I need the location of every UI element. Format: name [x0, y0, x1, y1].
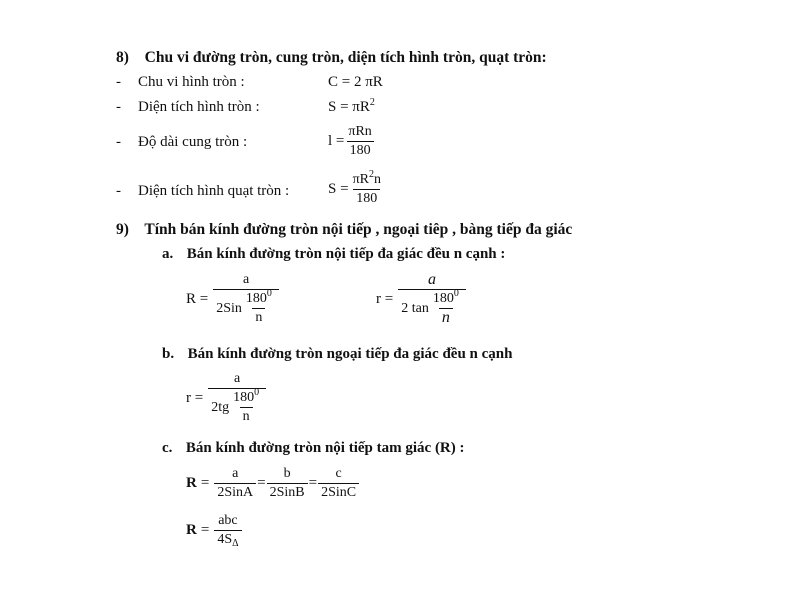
- subsection-c-heading: [162, 440, 465, 457]
- denominator: 180: [353, 189, 380, 207]
- section-title: Chu vi đường tròn, cung tròn, diện tích hình tròn, quạt tròn:: [144, 49, 547, 66]
- inner-fraction: [243, 288, 275, 326]
- formula-lhs: r =: [376, 290, 394, 307]
- degree-exponent: 0: [453, 288, 459, 299]
- circumference-formula: C = 2 πR: [328, 74, 383, 90]
- subsection-label: a.: [162, 246, 174, 262]
- item-label: Diện tích hình quạt tròn :: [138, 183, 290, 199]
- fraction: [213, 272, 279, 326]
- denominator: [208, 388, 266, 425]
- inscribed-radius-formula-R: [186, 272, 280, 326]
- subsection-label: c.: [162, 440, 173, 456]
- equals-sign: =: [200, 475, 210, 491]
- triangle-radius-formula-area: [186, 513, 243, 548]
- bullet-dash: -: [116, 74, 121, 90]
- bullet-dash: -: [116, 99, 121, 115]
- fraction: [350, 169, 384, 207]
- item-label: Diện tích hình tròn :: [138, 99, 260, 115]
- section-number: 9): [116, 221, 129, 238]
- degree-exponent: 0: [254, 387, 260, 398]
- numerator-part: n: [373, 172, 381, 187]
- numerator: c: [335, 466, 342, 481]
- numerator: abc: [218, 513, 238, 528]
- subsection-title: Bán kính đường tròn nội tiếp đa giác đều n cạnh :: [186, 246, 506, 262]
- inner-numerator-value: 180: [233, 390, 255, 405]
- formula-lhs: R: [186, 475, 197, 491]
- subsection-label: b.: [162, 346, 175, 362]
- degree-exponent: 0: [266, 288, 272, 299]
- subsection-title: Bán kính đường tròn ngoại tiếp đa giác đều n cạnh: [187, 346, 513, 362]
- inner-denominator: n: [252, 308, 265, 326]
- fraction: [208, 371, 266, 425]
- exponent: 2: [369, 97, 375, 108]
- denominator: 2SinB: [267, 483, 308, 501]
- section-title: Tính bán kính đường tròn nội tiếp , ngoại tiêp , bàng tiếp đa giác: [144, 221, 573, 238]
- triangle-subscript: Δ: [232, 538, 239, 549]
- inner-numerator: [243, 288, 275, 308]
- equals-sign: =: [200, 522, 210, 538]
- item-label: Độ dài cung tròn :: [138, 134, 248, 150]
- exponent: 2: [368, 169, 374, 180]
- inner-numerator: [230, 387, 262, 407]
- denominator: 180: [347, 141, 374, 159]
- denominator-prefix: 2tg: [211, 399, 230, 415]
- subsection-a-heading: [162, 246, 505, 263]
- inner-fraction: [230, 387, 262, 425]
- formula-text: S = πR: [328, 99, 370, 115]
- section-8-heading: [116, 49, 547, 67]
- item-label: Chu vi hình tròn :: [138, 74, 245, 90]
- denominator-base: 4S: [217, 532, 233, 547]
- fraction: [318, 466, 359, 501]
- denominator: [214, 530, 241, 548]
- equals-sign: =: [308, 475, 318, 491]
- inner-denominator: n: [439, 308, 453, 326]
- section-number: 8): [116, 49, 129, 66]
- circumscribed-radius-formula: [186, 371, 267, 425]
- bullet-dash: -: [116, 183, 121, 199]
- numerator: a: [428, 271, 437, 288]
- fraction: [214, 513, 241, 548]
- fraction: [214, 466, 256, 501]
- fraction: [345, 124, 374, 159]
- numerator: πRn: [348, 124, 372, 139]
- formula-lhs: l =: [328, 133, 345, 149]
- denominator: [213, 289, 279, 326]
- bullet-dash: -: [116, 134, 121, 150]
- denominator: 2SinC: [318, 483, 359, 501]
- numerator: a: [232, 466, 239, 481]
- equals-sign: =: [257, 475, 266, 491]
- denominator-prefix: 2Sin: [216, 300, 242, 316]
- fraction: [398, 272, 466, 326]
- section-9-heading: [116, 221, 572, 239]
- denominator: 2SinA: [214, 483, 256, 501]
- denominator-prefix: 2 tan: [401, 300, 429, 316]
- inner-denominator: n: [240, 407, 253, 425]
- formula-lhs: r =: [186, 389, 204, 406]
- formula-lhs: R =: [186, 290, 209, 307]
- inner-fraction: [430, 288, 462, 326]
- inner-numerator-value: 180: [245, 291, 267, 306]
- arc-length-formula: [328, 124, 376, 159]
- list-item: [116, 74, 121, 91]
- numerator: b: [283, 466, 291, 481]
- subsection-b-heading: [162, 346, 513, 363]
- triangle-radius-formula-sines: [186, 466, 360, 501]
- subsection-title: Bán kính đường tròn nội tiếp tam giác (R) :: [185, 440, 465, 456]
- numerator: [350, 169, 384, 189]
- denominator: [398, 289, 466, 326]
- sector-area-formula: [328, 169, 385, 207]
- inscribed-radius-formula-r: [376, 272, 467, 326]
- fraction: [267, 466, 308, 501]
- formula-lhs: S =: [328, 181, 349, 197]
- inner-numerator: [430, 288, 462, 308]
- numerator: a: [234, 371, 241, 386]
- numerator-part: πR: [352, 172, 369, 187]
- numerator: a: [242, 272, 250, 287]
- formula-lhs: R: [186, 522, 197, 538]
- area-formula: [328, 99, 375, 116]
- inner-numerator-value: 180: [432, 291, 454, 306]
